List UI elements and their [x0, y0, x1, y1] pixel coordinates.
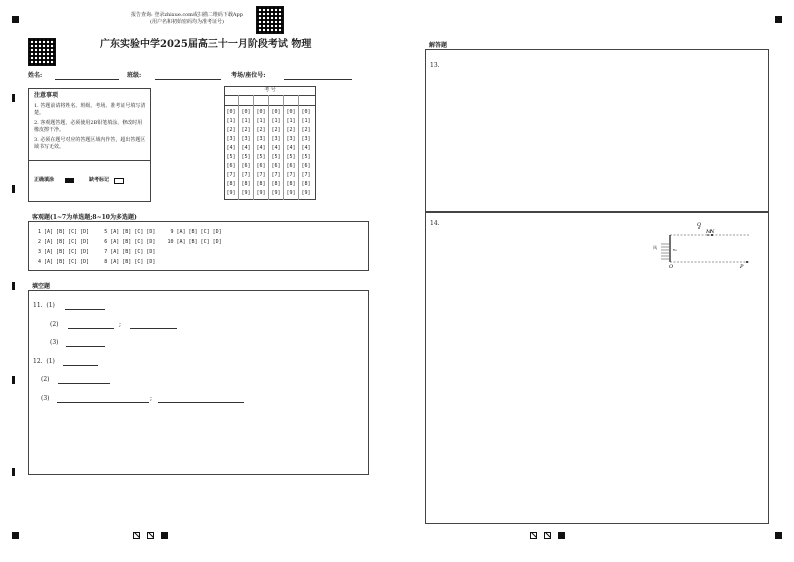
exam-number-column	[286, 108, 296, 198]
name-field[interactable]	[55, 79, 119, 80]
exam-digit-bubble[interactable]: [4]	[301, 145, 311, 151]
seat-field[interactable]	[284, 79, 352, 80]
exam-digit-bubble[interactable]: [7]	[226, 172, 236, 178]
exam-digit-bubble[interactable]: [1]	[241, 118, 251, 124]
exam-digit-bubble[interactable]: [9]	[286, 190, 296, 196]
q13-answer-area[interactable]	[425, 49, 769, 212]
exam-digit-bubble[interactable]: [1]	[271, 118, 281, 124]
exam-column-divider	[298, 95, 299, 200]
exam-digit-bubble[interactable]: [7]	[301, 172, 311, 178]
exam-digit-bubble[interactable]: [1]	[226, 118, 236, 124]
qr-code	[256, 6, 284, 34]
side-mark	[12, 94, 15, 102]
q11-3-label: (3)	[50, 339, 59, 346]
exam-digit-bubble[interactable]: [8]	[286, 181, 296, 187]
exam-digit-bubble[interactable]: [8]	[271, 181, 281, 187]
notes-title: 注意事项	[34, 92, 59, 99]
q12-2-label: (2)	[41, 376, 50, 383]
exam-digit-bubble[interactable]: [4]	[271, 145, 281, 151]
exam-digit-bubble[interactable]: [5]	[301, 154, 311, 160]
exam-digit-bubble[interactable]: [7]	[241, 172, 251, 178]
q12-2-answer[interactable]	[58, 383, 110, 384]
q11-3-answer[interactable]	[66, 346, 105, 347]
exam-digit-bubble[interactable]: [3]	[301, 136, 311, 142]
exam-digit-bubble[interactable]: [8]	[241, 181, 251, 187]
seat-label: 考场/座位号:	[231, 72, 266, 79]
exam-digit-bubble[interactable]: [7]	[286, 172, 296, 178]
registration-mark	[775, 532, 782, 539]
objective-row[interactable]: 2 [A] [B] [C] [D] 6 [A] [B] [C] [D] 10 [A] [B] [C] [D]	[38, 239, 222, 245]
page-title: 广东实验中学2025届高三十一月阶段考试 物理	[100, 39, 312, 50]
q11-1-label: 11. (1)	[33, 302, 55, 309]
exam-digit-bubble[interactable]: [2]	[301, 127, 311, 133]
bottom-slash-mark	[544, 532, 551, 539]
exam-digit-bubble[interactable]: [8]	[226, 181, 236, 187]
q11-2-answer-a[interactable]	[68, 328, 114, 329]
q11-2-label: (2)	[50, 321, 59, 328]
exam-digit-bubble[interactable]: [1]	[256, 118, 266, 124]
exam-digit-bubble[interactable]: [3]	[256, 136, 266, 142]
exam-column-divider	[238, 95, 239, 200]
exam-digit-bubble[interactable]: [6]	[241, 163, 251, 169]
exam-number-column	[226, 108, 236, 198]
side-mark	[12, 468, 15, 476]
q12-3-answer-b[interactable]	[158, 402, 244, 403]
q12-3-label: (3)	[41, 395, 50, 402]
point-P	[746, 261, 748, 263]
account-hint-text: (用户名和初始密码均为准考证号)	[150, 19, 224, 25]
bottom-slash-mark	[530, 532, 537, 539]
class-field[interactable]	[155, 79, 221, 80]
registration-mark	[12, 16, 19, 23]
exam-digit-bubble[interactable]: [5]	[271, 154, 281, 160]
q11-2-answer-b[interactable]	[130, 328, 177, 329]
notes-divider	[28, 160, 151, 161]
registration-mark	[775, 16, 782, 23]
exam-digit-bubble[interactable]: [2]	[271, 127, 281, 133]
q14-figure	[648, 220, 754, 272]
exam-digit-bubble[interactable]: [2]	[241, 127, 251, 133]
exam-digit-bubble[interactable]: [2]	[286, 127, 296, 133]
exam-digit-bubble[interactable]: [4]	[226, 145, 236, 151]
exam-digit-bubble[interactable]: [3]	[286, 136, 296, 142]
side-mark	[12, 376, 15, 384]
label-P: P	[740, 264, 744, 270]
exam-digit-bubble[interactable]: [0]	[226, 109, 236, 115]
exam-digit-bubble[interactable]: [0]	[286, 109, 296, 115]
separator: ;	[150, 395, 153, 402]
exam-digit-bubble[interactable]: [3]	[226, 136, 236, 142]
exam-number-column	[256, 108, 266, 198]
exam-digit-bubble[interactable]: [0]	[241, 109, 251, 115]
objective-row[interactable]: 4 [A] [B] [C] [D] 8 [A] [B] [C] [D]	[38, 259, 156, 265]
correct-fill-label: 正确填涂	[34, 177, 55, 183]
class-label: 班级:	[127, 72, 142, 79]
exam-digit-bubble[interactable]: [0]	[256, 109, 266, 115]
absent-mark-box[interactable]	[114, 178, 124, 184]
exam-digit-bubble[interactable]: [2]	[256, 127, 266, 133]
exam-digit-bubble[interactable]: [5]	[241, 154, 251, 160]
separator: ;	[119, 321, 122, 328]
exam-number-column	[241, 108, 251, 198]
exam-digit-bubble[interactable]: [8]	[256, 181, 266, 187]
exam-digit-bubble[interactable]: [7]	[271, 172, 281, 178]
bottom-mark	[161, 532, 168, 539]
answer-title: 解答题	[429, 42, 448, 49]
exam-digit-bubble[interactable]: [9]	[271, 190, 281, 196]
exam-digit-bubble[interactable]: [9]	[226, 190, 236, 196]
notes-item: 1. 答题前请将姓名、班级、考场、准考证号填写清楚。	[34, 103, 146, 116]
label-Q: Q	[697, 222, 702, 228]
name-label: 姓名:	[28, 72, 43, 79]
exam-digit-bubble[interactable]: [8]	[301, 181, 311, 187]
objective-row[interactable]: 1 [A] [B] [C] [D] 5 [A] [B] [C] [D] 9 [A] [B] [C] [D]	[38, 229, 222, 235]
exam-digit-bubble[interactable]: [6]	[286, 163, 296, 169]
side-mark	[12, 282, 15, 290]
exam-digit-bubble[interactable]: [5]	[286, 154, 296, 160]
q11-1-answer[interactable]	[65, 309, 105, 310]
exam-digit-bubble[interactable]: [1]	[286, 118, 296, 124]
exam-digit-bubble[interactable]: [9]	[241, 190, 251, 196]
absent-mark-label: 缺考标记	[89, 177, 110, 183]
label-v0: v₀	[673, 247, 677, 252]
label-N: N	[710, 229, 715, 235]
fill-title: 填空题	[32, 283, 51, 290]
exam-column-divider	[283, 95, 284, 200]
bottom-slash-mark	[133, 532, 140, 539]
exam-digit-bubble[interactable]: [6]	[226, 163, 236, 169]
qr-code-small	[28, 38, 56, 66]
q14-label: 14.	[430, 220, 440, 227]
correct-fill-sample	[65, 178, 74, 183]
q13-label: 13.	[430, 62, 440, 69]
notes-item: 3. 必须在题号对应的答题区域内作答，超出答题区域书写无效。	[34, 137, 146, 150]
bottom-slash-mark	[147, 532, 154, 539]
q12-3-answer-a[interactable]	[57, 402, 149, 403]
label-wind: 风	[653, 245, 657, 250]
exam-digit-bubble[interactable]: [2]	[226, 127, 236, 133]
report-query-text: 报告查询: 登录zhixue.com或扫描二维码下载App	[131, 12, 243, 18]
exam-digit-bubble[interactable]: [4]	[286, 145, 296, 151]
registration-mark	[12, 532, 19, 539]
exam-digit-bubble[interactable]: [6]	[301, 163, 311, 169]
exam-column-divider	[268, 95, 269, 200]
exam-digit-bubble[interactable]: [6]	[271, 163, 281, 169]
exam-digit-bubble[interactable]: [4]	[241, 145, 251, 151]
q12-1-label: 12. (1)	[33, 358, 55, 365]
exam-digit-bubble[interactable]: [5]	[226, 154, 236, 160]
objective-title: 客观题(1~7为单选题;8~10为多选题)	[32, 214, 137, 221]
exam-column-divider	[253, 95, 254, 200]
exam-digit-bubble[interactable]: [5]	[256, 154, 266, 160]
exam-digit-bubble[interactable]: [7]	[256, 172, 266, 178]
label-O: O	[669, 264, 674, 270]
exam-number-column	[271, 108, 281, 198]
exam-digit-bubble[interactable]: [6]	[256, 163, 266, 169]
exam-digit-bubble[interactable]: [3]	[241, 136, 251, 142]
exam-digit-bubble[interactable]: [4]	[256, 145, 266, 151]
label-M: M	[706, 229, 712, 235]
objective-row[interactable]: 3 [A] [B] [C] [D] 7 [A] [B] [C] [D]	[38, 249, 156, 255]
exam-number-column	[301, 108, 311, 198]
exam-digit-bubble[interactable]: [9]	[301, 190, 311, 196]
exam-digit-bubble[interactable]: [1]	[301, 118, 311, 124]
bottom-mark	[558, 532, 565, 539]
exam-number-label: 考 号	[264, 87, 276, 93]
exam-digit-bubble[interactable]: [3]	[271, 136, 281, 142]
exam-digit-bubble[interactable]: [9]	[256, 190, 266, 196]
exam-digit-bubble[interactable]: [0]	[301, 109, 311, 115]
notes-item: 2. 客观题答题，必须使用2B铅笔填涂，修改时用橡皮擦干净。	[34, 120, 143, 133]
exam-digit-bubble[interactable]: [0]	[271, 109, 281, 115]
side-mark	[12, 185, 15, 193]
q12-1-answer[interactable]	[63, 365, 98, 366]
